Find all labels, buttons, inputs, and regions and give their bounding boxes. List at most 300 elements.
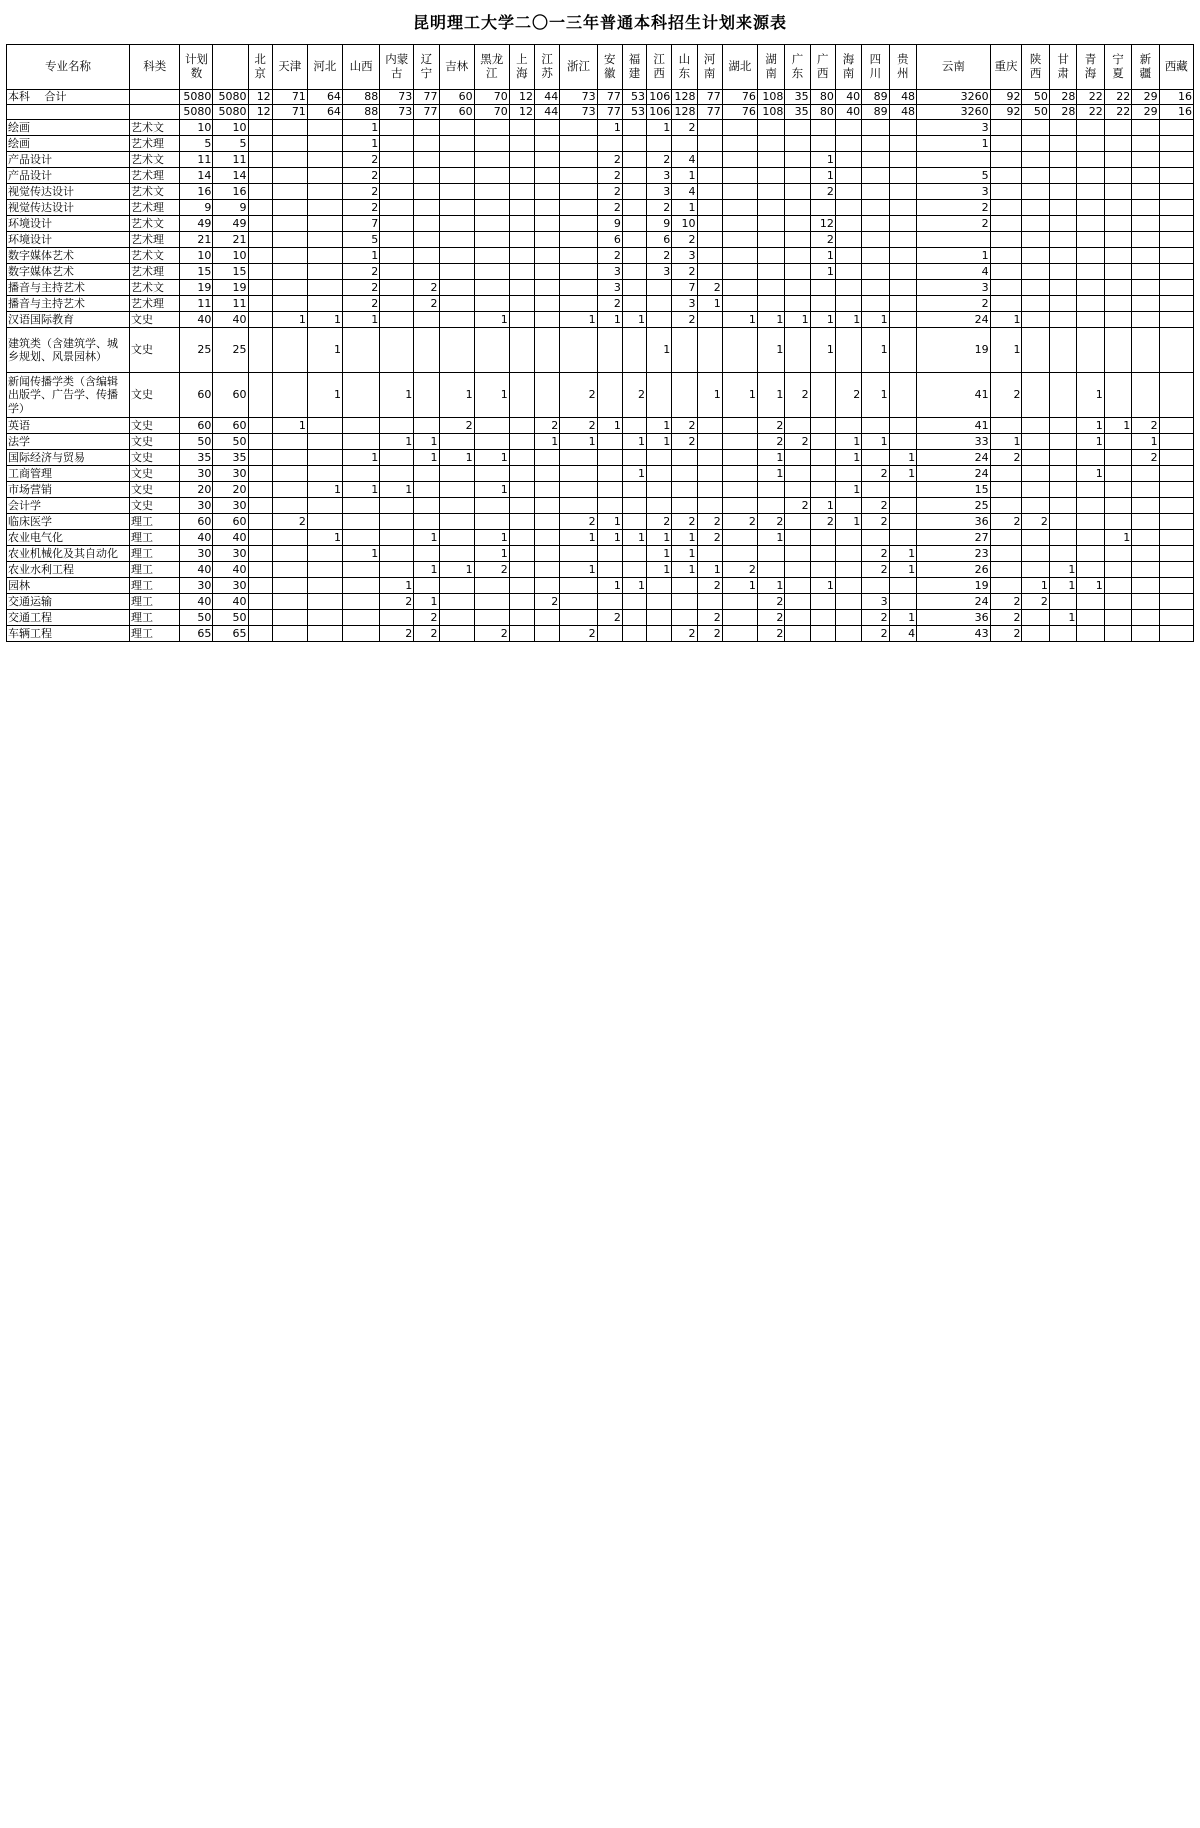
quota-cell: 1: [560, 434, 597, 450]
quota-cell: [1159, 434, 1193, 450]
col-header: 新 疆: [1132, 45, 1159, 90]
quota-cell: 40: [213, 562, 248, 578]
quota-cell: [272, 328, 307, 373]
major-name: 播音与主持艺术: [7, 280, 130, 296]
quota-cell: 22: [1077, 90, 1104, 105]
category: 艺术理: [129, 136, 180, 152]
category: 艺术文: [129, 120, 180, 136]
quota-cell: 1: [272, 418, 307, 434]
quota-cell: [1132, 328, 1159, 373]
quota-cell: [535, 562, 560, 578]
quota-cell: [509, 626, 534, 642]
quota-cell: 1: [342, 120, 379, 136]
quota-cell: 7: [342, 216, 379, 232]
quota-cell: 3: [672, 296, 697, 312]
quota-cell: 50: [213, 434, 248, 450]
quota-cell: 76: [722, 90, 757, 105]
quota-cell: [248, 626, 272, 642]
quota-cell: [1132, 136, 1159, 152]
quota-cell: [272, 264, 307, 280]
quota-cell: 2: [672, 120, 697, 136]
quota-cell: [1077, 546, 1104, 562]
quota-cell: [1022, 280, 1049, 296]
quota-cell: [1049, 594, 1076, 610]
quota-cell: 27: [917, 530, 991, 546]
quota-cell: 1: [757, 530, 784, 546]
quota-cell: [785, 578, 810, 594]
quota-cell: [889, 498, 916, 514]
quota-cell: [414, 498, 439, 514]
quota-cell: [810, 296, 835, 312]
quota-cell: [810, 418, 835, 434]
quota-cell: 1: [342, 450, 379, 466]
quota-cell: 12: [509, 90, 534, 105]
quota-cell: 2: [342, 296, 379, 312]
quota-cell: 30: [180, 546, 213, 562]
quota-cell: [835, 168, 861, 184]
page-title: 昆明理工大学二〇一三年普通本科招生计划来源表: [412, 13, 787, 32]
quota-cell: [597, 626, 622, 642]
quota-cell: [380, 562, 414, 578]
quota-cell: [560, 152, 597, 168]
category: 文史: [129, 434, 180, 450]
quota-cell: [1132, 264, 1159, 280]
quota-cell: [560, 498, 597, 514]
quota-cell: [862, 450, 889, 466]
quota-cell: 2: [597, 296, 622, 312]
quota-cell: [414, 232, 439, 248]
col-header: 上 海: [509, 45, 534, 90]
quota-cell: [647, 136, 672, 152]
quota-cell: 1: [835, 434, 861, 450]
quota-cell: [248, 610, 272, 626]
col-header: 山 东: [672, 45, 697, 90]
quota-cell: 70: [474, 90, 509, 105]
quota-cell: [248, 280, 272, 296]
quota-cell: 1: [414, 450, 439, 466]
category: 文史: [129, 450, 180, 466]
quota-cell: 92: [990, 90, 1022, 105]
quota-cell: [307, 184, 342, 200]
quota-cell: [862, 120, 889, 136]
quota-cell: [889, 200, 916, 216]
quota-cell: [272, 578, 307, 594]
quota-cell: 35: [785, 90, 810, 105]
quota-cell: 6: [647, 232, 672, 248]
quota-cell: [1049, 296, 1076, 312]
quota-cell: [535, 232, 560, 248]
quota-cell: [1049, 184, 1076, 200]
quota-cell: [560, 248, 597, 264]
quota-cell: [560, 136, 597, 152]
quota-cell: 1: [697, 373, 722, 418]
quota-cell: 50: [1022, 90, 1049, 105]
quota-cell: 2: [697, 626, 722, 642]
quota-cell: [990, 562, 1022, 578]
quota-cell: 2: [722, 514, 757, 530]
quota-cell: [757, 562, 784, 578]
quota-cell: 64: [307, 105, 342, 120]
col-header: 辽 宁: [414, 45, 439, 90]
quota-cell: 3: [647, 168, 672, 184]
major-name: 视觉传达设计: [7, 200, 130, 216]
quota-cell: 1: [810, 264, 835, 280]
quota-cell: 16: [1159, 105, 1193, 120]
category: 文史: [129, 498, 180, 514]
quota-cell: [272, 248, 307, 264]
quota-cell: [509, 184, 534, 200]
table-row: [7, 312, 1194, 328]
quota-cell: [474, 578, 509, 594]
quota-cell: 2: [647, 248, 672, 264]
quota-cell: 5: [213, 136, 248, 152]
quota-cell: [597, 594, 622, 610]
quota-cell: 89: [862, 90, 889, 105]
quota-cell: 30: [213, 546, 248, 562]
quota-cell: 2: [647, 514, 672, 530]
quota-cell: [560, 328, 597, 373]
quota-cell: [509, 328, 534, 373]
quota-cell: [380, 152, 414, 168]
table-row: [7, 418, 1194, 434]
quota-cell: 1: [439, 450, 474, 466]
quota-cell: [672, 373, 697, 418]
quota-cell: 1: [597, 418, 622, 434]
quota-cell: 1: [672, 168, 697, 184]
quota-cell: [672, 450, 697, 466]
quota-cell: [785, 466, 810, 482]
quota-cell: [622, 200, 646, 216]
table-row: [7, 264, 1194, 280]
quota-cell: [248, 312, 272, 328]
quota-cell: 2: [810, 232, 835, 248]
major-name: 汉语国际教育: [7, 312, 130, 328]
quota-cell: [1049, 530, 1076, 546]
quota-cell: [810, 610, 835, 626]
quota-cell: 2: [414, 280, 439, 296]
table-row: [7, 296, 1194, 312]
quota-cell: [1132, 373, 1159, 418]
quota-cell: [1022, 232, 1049, 248]
quota-cell: 5: [917, 168, 991, 184]
quota-cell: [622, 482, 646, 498]
quota-cell: 1: [414, 434, 439, 450]
quota-cell: [380, 184, 414, 200]
quota-cell: [439, 498, 474, 514]
quota-cell: [439, 248, 474, 264]
quota-cell: [722, 296, 757, 312]
quota-cell: [248, 434, 272, 450]
quota-cell: [622, 418, 646, 434]
quota-cell: [342, 626, 379, 642]
quota-cell: [414, 328, 439, 373]
quota-cell: [248, 482, 272, 498]
quota-cell: 3: [917, 120, 991, 136]
quota-cell: 1: [342, 546, 379, 562]
quota-cell: 9: [180, 200, 213, 216]
quota-cell: [1132, 530, 1159, 546]
quota-cell: [474, 328, 509, 373]
quota-cell: [307, 578, 342, 594]
quota-cell: [414, 248, 439, 264]
quota-cell: 2: [990, 610, 1022, 626]
quota-cell: [835, 152, 861, 168]
quota-cell: [622, 136, 646, 152]
quota-cell: [535, 216, 560, 232]
quota-cell: 2: [597, 184, 622, 200]
quota-cell: 20: [180, 482, 213, 498]
quota-cell: [535, 312, 560, 328]
col-header: 专业名称: [7, 45, 130, 90]
quota-cell: 3: [862, 594, 889, 610]
quota-cell: 36: [917, 514, 991, 530]
quota-cell: [535, 450, 560, 466]
col-header: 浙江: [560, 45, 597, 90]
quota-cell: 24: [917, 466, 991, 482]
quota-cell: [380, 264, 414, 280]
quota-cell: 1: [380, 578, 414, 594]
quota-cell: 88: [342, 90, 379, 105]
quota-cell: 3: [672, 248, 697, 264]
major-name: 播音与主持艺术: [7, 296, 130, 312]
quota-cell: [248, 120, 272, 136]
quota-cell: [1049, 626, 1076, 642]
quota-cell: 2: [990, 450, 1022, 466]
quota-cell: [342, 514, 379, 530]
quota-cell: 35: [785, 105, 810, 120]
quota-cell: [1049, 248, 1076, 264]
quota-cell: [722, 482, 757, 498]
quota-cell: 43: [917, 626, 991, 642]
quota-cell: 40: [213, 312, 248, 328]
quota-cell: 1: [917, 248, 991, 264]
quota-cell: [697, 434, 722, 450]
quota-cell: [509, 578, 534, 594]
quota-cell: [1159, 264, 1193, 280]
quota-cell: [862, 200, 889, 216]
quota-cell: [509, 312, 534, 328]
quota-cell: 1: [1077, 434, 1104, 450]
col-header: 广 东: [785, 45, 810, 90]
quota-cell: 2: [272, 514, 307, 530]
quota-cell: [722, 418, 757, 434]
quota-cell: [1132, 168, 1159, 184]
quota-cell: [1159, 152, 1193, 168]
quota-cell: [272, 152, 307, 168]
quota-cell: [757, 248, 784, 264]
quota-cell: 10: [180, 120, 213, 136]
quota-cell: 2: [672, 232, 697, 248]
quota-cell: [509, 264, 534, 280]
quota-cell: [1049, 120, 1076, 136]
quota-cell: [1159, 216, 1193, 232]
quota-cell: 1: [622, 578, 646, 594]
quota-cell: 1: [474, 530, 509, 546]
quota-cell: 11: [213, 152, 248, 168]
major-name: 会计学: [7, 498, 130, 514]
quota-cell: [1159, 562, 1193, 578]
quota-cell: [1132, 498, 1159, 514]
quota-cell: [248, 136, 272, 152]
category: 理工: [129, 626, 180, 642]
quota-cell: [1104, 296, 1131, 312]
quota-cell: [1104, 232, 1131, 248]
quota-cell: [509, 562, 534, 578]
quota-cell: [248, 450, 272, 466]
quota-cell: 2: [474, 562, 509, 578]
quota-cell: 1: [474, 482, 509, 498]
quota-cell: 2: [862, 466, 889, 482]
category: 理工: [129, 578, 180, 594]
quota-cell: 4: [917, 264, 991, 280]
quota-cell: [1104, 562, 1131, 578]
quota-cell: 76: [722, 105, 757, 120]
major-name: 园林: [7, 578, 130, 594]
quota-cell: [622, 280, 646, 296]
quota-cell: 128: [672, 105, 697, 120]
col-header: 青 海: [1077, 45, 1104, 90]
quota-cell: [622, 248, 646, 264]
major-name: 产品设计: [7, 152, 130, 168]
quota-cell: [1077, 264, 1104, 280]
category: 理工: [129, 530, 180, 546]
quota-cell: [672, 498, 697, 514]
quota-cell: 108: [757, 105, 784, 120]
quota-cell: [1077, 152, 1104, 168]
quota-cell: [757, 216, 784, 232]
quota-cell: [722, 120, 757, 136]
quota-cell: 12: [509, 105, 534, 120]
quota-cell: [474, 418, 509, 434]
quota-cell: [990, 466, 1022, 482]
quota-cell: 2: [917, 216, 991, 232]
quota-cell: 89: [862, 105, 889, 120]
quota-cell: [757, 280, 784, 296]
quota-cell: [835, 578, 861, 594]
quota-cell: [474, 200, 509, 216]
quota-cell: [785, 482, 810, 498]
quota-cell: 70: [474, 105, 509, 120]
quota-cell: [1022, 248, 1049, 264]
quota-cell: [1049, 200, 1076, 216]
quota-cell: [380, 498, 414, 514]
quota-cell: [248, 578, 272, 594]
table-row: [7, 232, 1194, 248]
quota-cell: [1022, 610, 1049, 626]
quota-cell: [622, 546, 646, 562]
quota-cell: [672, 482, 697, 498]
quota-cell: 1: [622, 466, 646, 482]
quota-cell: [307, 418, 342, 434]
quota-cell: [307, 450, 342, 466]
quota-cell: 22: [1104, 105, 1131, 120]
quota-cell: [1159, 328, 1193, 373]
quota-cell: 1: [474, 450, 509, 466]
quota-cell: [439, 152, 474, 168]
quota-cell: [474, 514, 509, 530]
quota-cell: [990, 216, 1022, 232]
quota-cell: [889, 136, 916, 152]
quota-cell: 2: [697, 280, 722, 296]
quota-cell: [380, 216, 414, 232]
quota-cell: 40: [180, 594, 213, 610]
table-row: [7, 280, 1194, 296]
quota-cell: [1049, 450, 1076, 466]
quota-cell: [1077, 594, 1104, 610]
quota-cell: 1: [810, 312, 835, 328]
quota-cell: [1159, 530, 1193, 546]
quota-cell: [835, 216, 861, 232]
quota-cell: [1132, 610, 1159, 626]
quota-cell: 1: [697, 296, 722, 312]
quota-cell: [474, 498, 509, 514]
quota-cell: 2: [647, 200, 672, 216]
quota-cell: [785, 530, 810, 546]
quota-cell: [990, 418, 1022, 434]
quota-cell: 15: [213, 264, 248, 280]
quota-cell: [272, 136, 307, 152]
quota-cell: [414, 466, 439, 482]
quota-cell: [1077, 168, 1104, 184]
quota-cell: [535, 578, 560, 594]
quota-cell: [1104, 594, 1131, 610]
quota-cell: 3: [597, 264, 622, 280]
quota-cell: [697, 216, 722, 232]
quota-cell: [722, 184, 757, 200]
quota-cell: 2: [697, 530, 722, 546]
quota-cell: [439, 610, 474, 626]
quota-cell: [380, 610, 414, 626]
quota-cell: 40: [180, 312, 213, 328]
quota-cell: [785, 594, 810, 610]
quota-cell: [509, 418, 534, 434]
quota-cell: [1077, 626, 1104, 642]
quota-cell: [272, 626, 307, 642]
quota-cell: [439, 264, 474, 280]
quota-cell: 2: [647, 152, 672, 168]
quota-cell: [757, 232, 784, 248]
quota-cell: 49: [180, 216, 213, 232]
quota-cell: [597, 328, 622, 373]
quota-cell: 1: [757, 578, 784, 594]
category: 文史: [129, 418, 180, 434]
quota-cell: [342, 562, 379, 578]
quota-cell: [722, 152, 757, 168]
quota-cell: [1077, 562, 1104, 578]
quota-cell: [414, 546, 439, 562]
quota-cell: [535, 466, 560, 482]
quota-cell: 1: [1049, 578, 1076, 594]
quota-cell: [835, 530, 861, 546]
quota-cell: [647, 498, 672, 514]
table-body: [7, 90, 1194, 642]
quota-cell: [380, 232, 414, 248]
quota-cell: [307, 248, 342, 264]
quota-cell: 53: [622, 90, 646, 105]
major-name: 交通运输: [7, 594, 130, 610]
quota-cell: [307, 216, 342, 232]
quota-cell: 26: [917, 562, 991, 578]
quota-cell: 3: [647, 264, 672, 280]
quota-cell: 64: [307, 90, 342, 105]
quota-cell: [1104, 184, 1131, 200]
quota-cell: 2: [990, 373, 1022, 418]
quota-cell: 2: [862, 626, 889, 642]
quota-cell: [1159, 626, 1193, 642]
quota-cell: [757, 120, 784, 136]
table-row: [7, 434, 1194, 450]
quota-cell: [414, 373, 439, 418]
